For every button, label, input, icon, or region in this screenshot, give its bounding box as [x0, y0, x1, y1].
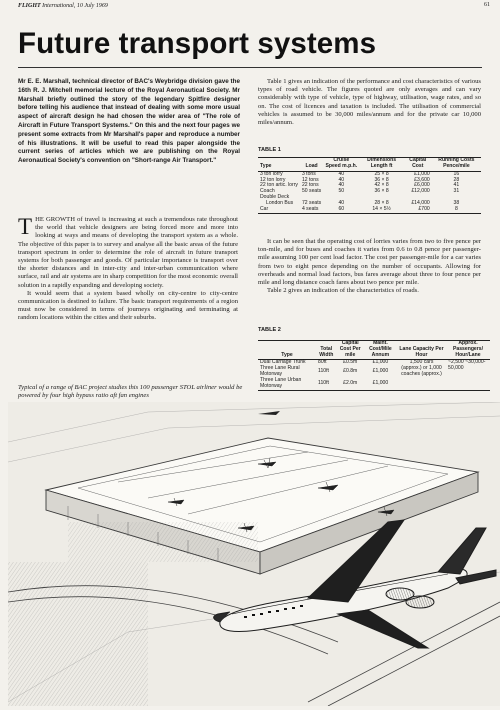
body-paragraph-3: Table 1 gives an indication of the performance and cost characteristics of various types of road vehicle. The figures quoted are only averages and can vary considerably with type of vehicle, type of highway, utilisation, wage rates, and so on. The cost of licences and taxation is included. The utilisation of commercial vehicles is assumed to be 30,000 miles/annum and for the private car 10,000 miles/annum. — [258, 78, 481, 127]
table2-header: Approx. Passengers/ Hour/Lane — [452, 340, 483, 358]
table2-header: Maint. Cost/Mile Annum — [369, 340, 392, 358]
body-paragraph-1: THE GROWTH of travel is increasing at such a tremendous rate throughout the world that vehicle designers are being forced more and more into looking at ways and means of developing the transport system as a whole. The objective of this paper is to survey and analyse all the basic areas of the future transport spectrum in order to determine the role of aircraft in future transport systems for both passenger and goods. Of particular importance is transport over the shorter distances and in inter-city and inter-urban communication where surface, rail and air systems are in sharp competition for the most economic overall solution in a rapidly expanding and developing society. — [18, 214, 239, 289]
table1-header: Type — [260, 162, 272, 169]
table-row: Three Lane Rural Motorway 110ft £0.8m £1,000 — [260, 365, 389, 378]
body-right-column-bottom — [258, 238, 481, 295]
table-row: Dual Carriage Trunk 80ft £0.5m £1,000 1,500 cars (approx.) or 1,000 coaches (approx.) ~2,500 ~30,000-50,000 — [260, 359, 486, 378]
table1-header: Cruise Speed m.p.h. — [325, 157, 358, 169]
running-header: FLIGHT International, 10 July 1969 — [18, 3, 108, 9]
body-paragraph-4: It can be seen that the operating cost of lorries varies from two to five pence per ton-mile, and for buses and coaches it varies from 0.6 to 0.8 pence per passenger-mile assuming 100 per cent load factor. The cost per passenger-mile for a car varies from two to eight pence depending on the number of occupants. Allowing for overheads and normal load factors, bus fares average about three to four pence per mile and long distance coach fares about two pence per mile. — [258, 238, 481, 287]
title-rule — [18, 67, 482, 68]
table-row: Coach 50 seats 50 36 × 8 £12,000 31 — [260, 188, 460, 195]
body-paragraph-2: It would seem that a system based wholly on city-centre to city-centre communication is destined to failure. The basic transport requirements of a region must now be considered in terms of journeys originating and terminating at random locations within the cities and their suburbs. — [18, 289, 238, 322]
table2-header: Capital Cost Per mile — [339, 340, 361, 358]
table2-label: TABLE 2 — [258, 327, 281, 333]
table-row: Car 4 seats 60 14 × 5½ £700 8 — [258, 207, 481, 213]
body-left-column — [18, 216, 238, 323]
drop-cap: T — [18, 214, 33, 239]
figure-caption: Typical of a range of BAC project studies this 100 passenger STOL airliner would be powered by four high bypass ratio aft fan engines — [18, 384, 243, 400]
table-row: Double Deck — [260, 194, 290, 201]
stol-airliner-illustration — [8, 402, 500, 706]
table-row: London Bus 72 seats 40 28 × 8 £14,000 38 — [266, 200, 460, 207]
table2-header: Lane Capacity Per Hour — [399, 345, 444, 358]
body-right-column-top — [258, 78, 481, 127]
body-paragraph-5: Table 2 gives an indication of the characteristics of roads. — [267, 287, 419, 295]
table-row: 22 ton artic. lorry 22 tons 40 42 × 8 £6,000 41 — [260, 182, 460, 189]
table1-header: Capital Cost — [409, 157, 427, 169]
table2-header: Total Width — [319, 345, 334, 358]
table-row: 12 ton lorry 12 tons 40 36 × 8 £3,600 28 — [260, 176, 460, 183]
intro-standfirst: Mr E. E. Marshall, technical director of BAC's Weybridge division gave the 16th R. J. Mitchell memorial lecture of the Royal Aeronautical Society. Mr Marshall briefly outlined the story of the legendary Spitfire designer before telling his audience that instead of dealing with some more usual aspect of aircraft design he had chosen the wider area of "The role of Aircraft in Future Transport Systems." On this and the next four pages we present some extracts from Mr Marshall's paper and reproduce a number of his illustrations. It will be useful to read this paper alongside the current series of articles which we are publishing on the Royal Aeronautical Society's convention on "Short-range Air Transport." — [18, 78, 240, 165]
table1-header: Load — [305, 162, 318, 169]
page-title: Future transport systems — [18, 27, 377, 60]
table1-header: Dimensions Length ft — [367, 157, 397, 169]
table-row: Three Lane Urban Motorway 110ft £2.0m £1,000 — [258, 378, 490, 390]
table1-header: Running Costs Pence/mile — [438, 157, 475, 169]
table1-label: TABLE 1 — [258, 147, 281, 153]
table-2 — [258, 340, 490, 391]
page-number: 61 — [484, 2, 490, 8]
table2-header: Type — [281, 351, 293, 358]
table-1 — [258, 157, 481, 214]
table-row: 3 ton lorry 3 tons 40 25 × 8 £1,000 16 — [260, 170, 460, 177]
